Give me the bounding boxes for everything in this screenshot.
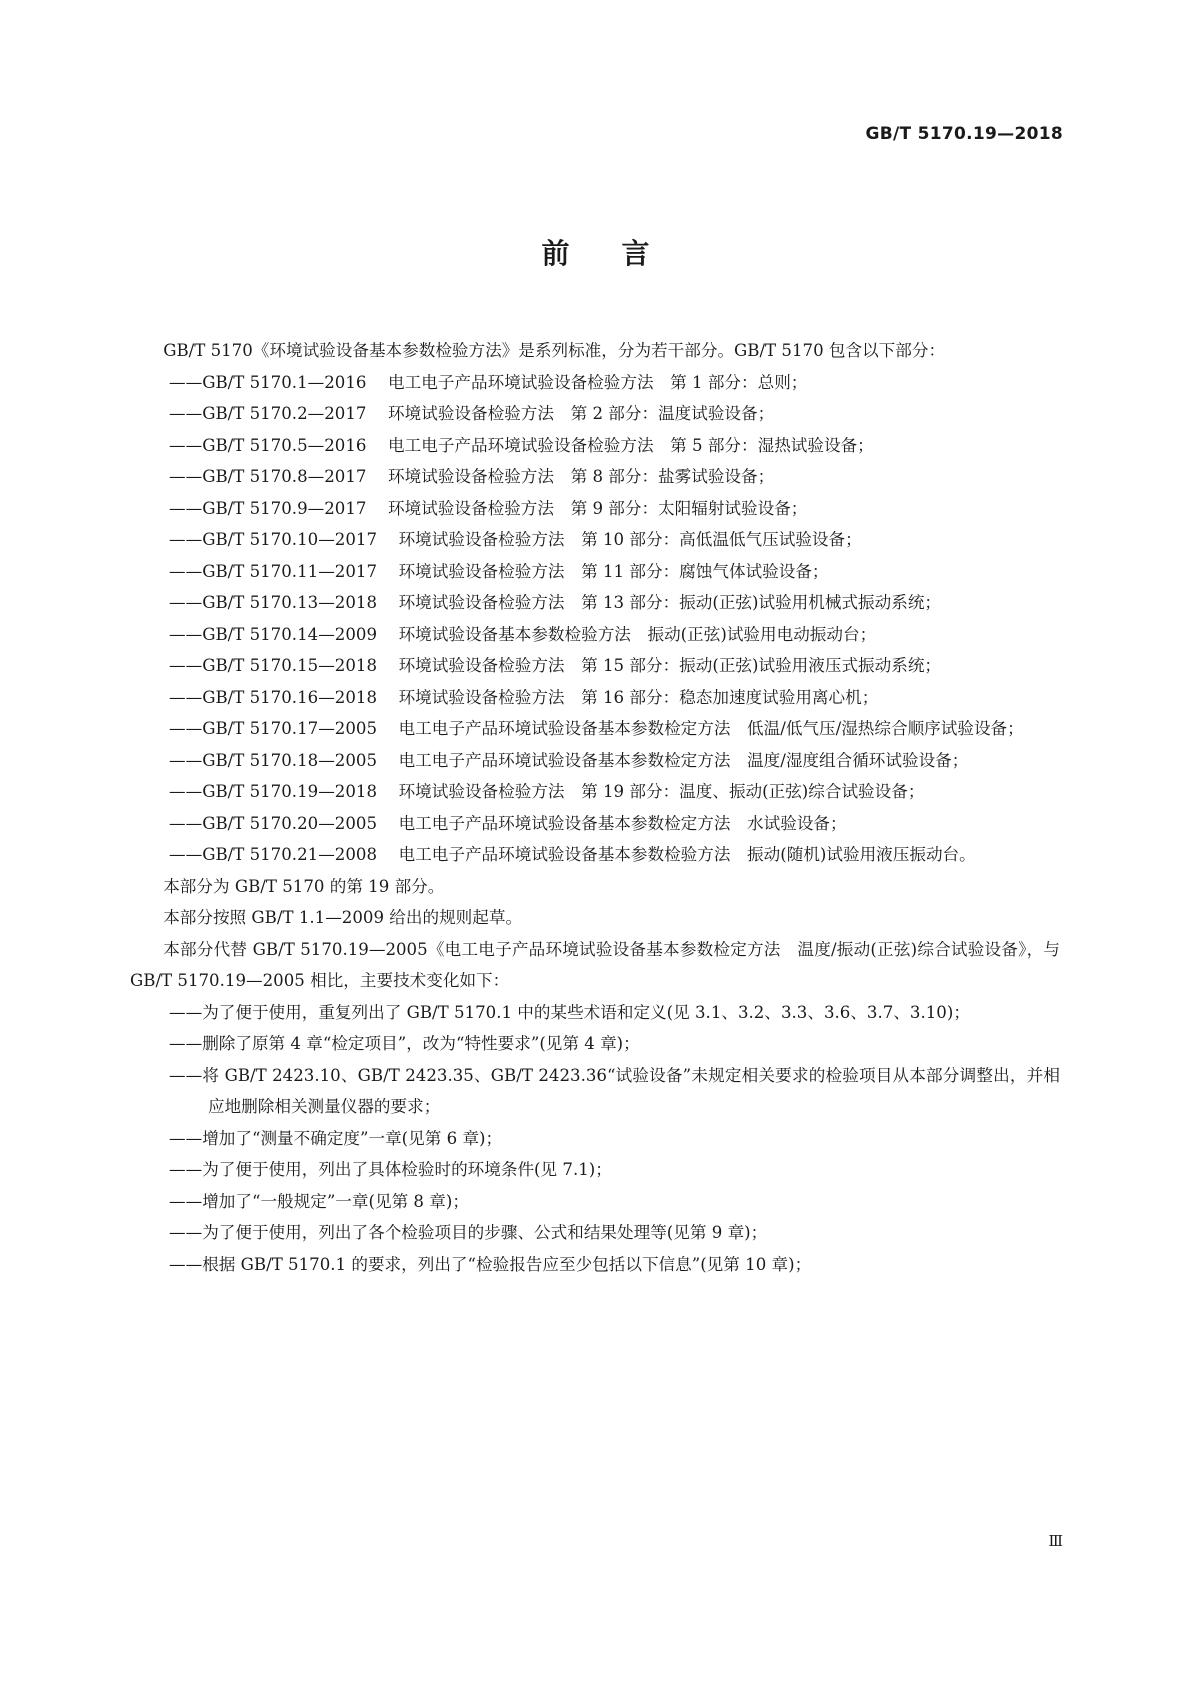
part-code: GB/T 5170.5—2016 — [202, 435, 367, 455]
list-dash: —— — [169, 1034, 203, 1053]
part-name: 环境试验设备检验方法 第 13 部分：振动(正弦)试验用机械式振动系统； — [398, 593, 942, 612]
part-list-item — [130, 839, 1060, 871]
part-list-item — [130, 461, 1060, 493]
part-list-item — [130, 713, 1060, 745]
part-code: GB/T 5170.8—2017 — [202, 467, 367, 486]
list-dash: —— — [169, 372, 203, 392]
change-list-item — [130, 1060, 1060, 1123]
change-list-item — [130, 1186, 1060, 1218]
list-dash: —— — [169, 467, 203, 486]
list-dash: —— — [169, 593, 203, 612]
part-code: GB/T 5170.16—2018 — [202, 687, 378, 707]
change-list-item — [130, 1249, 1060, 1281]
part-code: GB/T 5170.14—2009 — [202, 624, 378, 644]
list-dash: —— — [169, 813, 203, 833]
part-list-item — [130, 650, 1060, 682]
list-dash: —— — [169, 561, 203, 581]
change-list-item — [130, 997, 1060, 1029]
standard-number: GB/T 5170.19—2018 — [865, 124, 1063, 144]
change-text: 删除了原第 4 章“检定项目”，改为“特性要求”(见第 4 章)； — [202, 1034, 640, 1053]
part-name: 电工电子产品环境试验设备基本参数检定方法 水试验设备； — [398, 813, 847, 833]
part-code: GB/T 5170.17—2005 — [202, 719, 378, 738]
change-list-item — [130, 1217, 1060, 1249]
list-dash: —— — [169, 1128, 203, 1148]
list-dash: —— — [169, 845, 203, 864]
part-list-item — [130, 619, 1060, 651]
part-name: 环境试验设备检验方法 第 10 部分：高低温低气压试验设备； — [398, 530, 862, 549]
list-dash: —— — [169, 1065, 203, 1085]
part-code: GB/T 5170.9—2017 — [202, 498, 367, 518]
changes-list — [130, 997, 1060, 1281]
change-text: 根据 GB/T 5170.1 的要求，列出了“检验报告应至少包括以下信息”(见第 10 章)； — [202, 1254, 812, 1274]
change-text: 增加了“一般规定”一章(见第 8 章)； — [202, 1191, 469, 1211]
part-list-item — [130, 808, 1060, 840]
part-code: GB/T 5170.15—2018 — [202, 656, 378, 675]
part-name: 电工电子产品环境试验设备基本参数检验方法 振动(随机)试验用液压振动台。 — [398, 845, 976, 864]
change-text: 为了便于使用，重复列出了 GB/T 5170.1 中的某些术语和定义(见 3.1、3.2、3.3、3.6、3.7、3.10)； — [202, 1002, 970, 1022]
part-code: GB/T 5170.21—2008 — [202, 845, 378, 864]
list-dash: —— — [169, 1191, 203, 1211]
part-name: 电工电子产品环境试验设备基本参数检定方法 低温/低气压/湿热综合顺序试验设备； — [398, 719, 1024, 738]
part-code: GB/T 5170.19—2018 — [202, 782, 378, 801]
list-dash: —— — [169, 1160, 203, 1179]
part-list-item — [130, 524, 1060, 556]
list-dash: —— — [169, 656, 203, 675]
list-dash: —— — [169, 687, 203, 707]
part-name: 环境试验设备检验方法 第 15 部分：振动(正弦)试验用液压式振动系统； — [398, 656, 942, 675]
list-dash: —— — [169, 1223, 203, 1242]
parts-list — [130, 367, 1060, 871]
part-name: 环境试验设备基本参数检验方法 振动(正弦)试验用电动振动台； — [398, 624, 877, 644]
document-body — [130, 335, 1060, 1280]
list-dash: —— — [169, 719, 203, 738]
part-code: GB/T 5170.10—2017 — [202, 530, 378, 549]
change-list-item — [130, 1123, 1060, 1155]
part-name: 环境试验设备检验方法 第 9 部分：太阳辐射试验设备； — [388, 498, 808, 518]
change-text: 将 GB/T 2423.10、GB/T 2423.35、GB/T 2423.36“试验设备”未规定相关要求的检验项目从本部分调整出，并相应地删除相关测量仪器的要求； — [202, 1065, 1060, 1116]
part-statement: 本部分为 GB/T 5170 的第 19 部分。 — [163, 876, 445, 896]
list-dash: —— — [169, 530, 203, 549]
part-name: 环境试验设备检验方法 第 16 部分：稳态加速度试验用离心机； — [398, 687, 879, 707]
part-list-item — [130, 367, 1060, 399]
part-code: GB/T 5170.20—2005 — [202, 813, 378, 833]
part-list-item — [130, 745, 1060, 777]
part-name: 环境试验设备检验方法 第 2 部分：温度试验设备； — [388, 404, 775, 423]
part-name: 环境试验设备检验方法 第 11 部分：腐蚀气体试验设备； — [398, 561, 829, 581]
part-name: 环境试验设备检验方法 第 19 部分：温度、振动(正弦)综合试验设备； — [398, 782, 925, 801]
change-list-item — [130, 1154, 1060, 1186]
change-text: 为了便于使用，列出了各个检验项目的步骤、公式和结果处理等(见第 9 章)； — [202, 1223, 768, 1242]
part-code: GB/T 5170.2—2017 — [202, 404, 367, 423]
part-list-item — [130, 556, 1060, 588]
intro-paragraph: GB/T 5170《环境试验设备基本参数检验方法》是系列标准，分为若干部分。GB/T 5170 包含以下部分： — [163, 341, 946, 360]
part-list-item — [130, 493, 1060, 525]
part-name: 电工电子产品环境试验设备基本参数检定方法 温度/湿度组合循环试验设备； — [398, 750, 969, 770]
list-dash: —— — [169, 435, 203, 455]
page-number: Ⅲ — [1048, 1532, 1063, 1550]
list-dash: —— — [169, 498, 203, 518]
list-dash: —— — [169, 624, 203, 644]
change-list-item — [130, 1028, 1060, 1060]
part-name: 环境试验设备检验方法 第 8 部分：盐雾试验设备； — [388, 467, 775, 486]
part-code: GB/T 5170.13—2018 — [202, 593, 378, 612]
part-list-item — [130, 398, 1060, 430]
list-dash: —— — [169, 1254, 203, 1274]
part-name: 电工电子产品环境试验设备检验方法 第 5 部分：湿热试验设备； — [388, 435, 874, 455]
part-code: GB/T 5170.11—2017 — [202, 561, 378, 581]
part-list-item — [130, 430, 1060, 462]
page-title: 前言 — [541, 237, 702, 270]
replacement-statement: 本部分代替 GB/T 5170.19—2005《电工电子产品环境试验设备基本参数检定方法 温度/振动(正弦)综合试验设备》，与 GB/T 5170.19—2005 相比，主要技术变化如下： — [130, 939, 1060, 990]
list-dash: —— — [169, 750, 203, 770]
part-code: GB/T 5170.1—2016 — [202, 372, 367, 392]
part-list-item — [130, 682, 1060, 714]
list-dash: —— — [169, 782, 203, 801]
list-dash: —— — [169, 404, 203, 423]
part-code: GB/T 5170.18—2005 — [202, 750, 378, 770]
list-dash: —— — [169, 1002, 203, 1022]
part-list-item — [130, 776, 1060, 808]
part-name: 电工电子产品环境试验设备检验方法 第 1 部分：总则； — [388, 372, 808, 392]
change-text: 增加了“测量不确定度”一章(见第 6 章)； — [202, 1128, 503, 1148]
part-list-item — [130, 587, 1060, 619]
drafting-statement: 本部分按照 GB/T 1.1—2009 给出的规则起草。 — [163, 908, 523, 927]
change-text: 为了便于使用，列出了具体检验时的环境条件(见 7.1)； — [202, 1160, 612, 1179]
